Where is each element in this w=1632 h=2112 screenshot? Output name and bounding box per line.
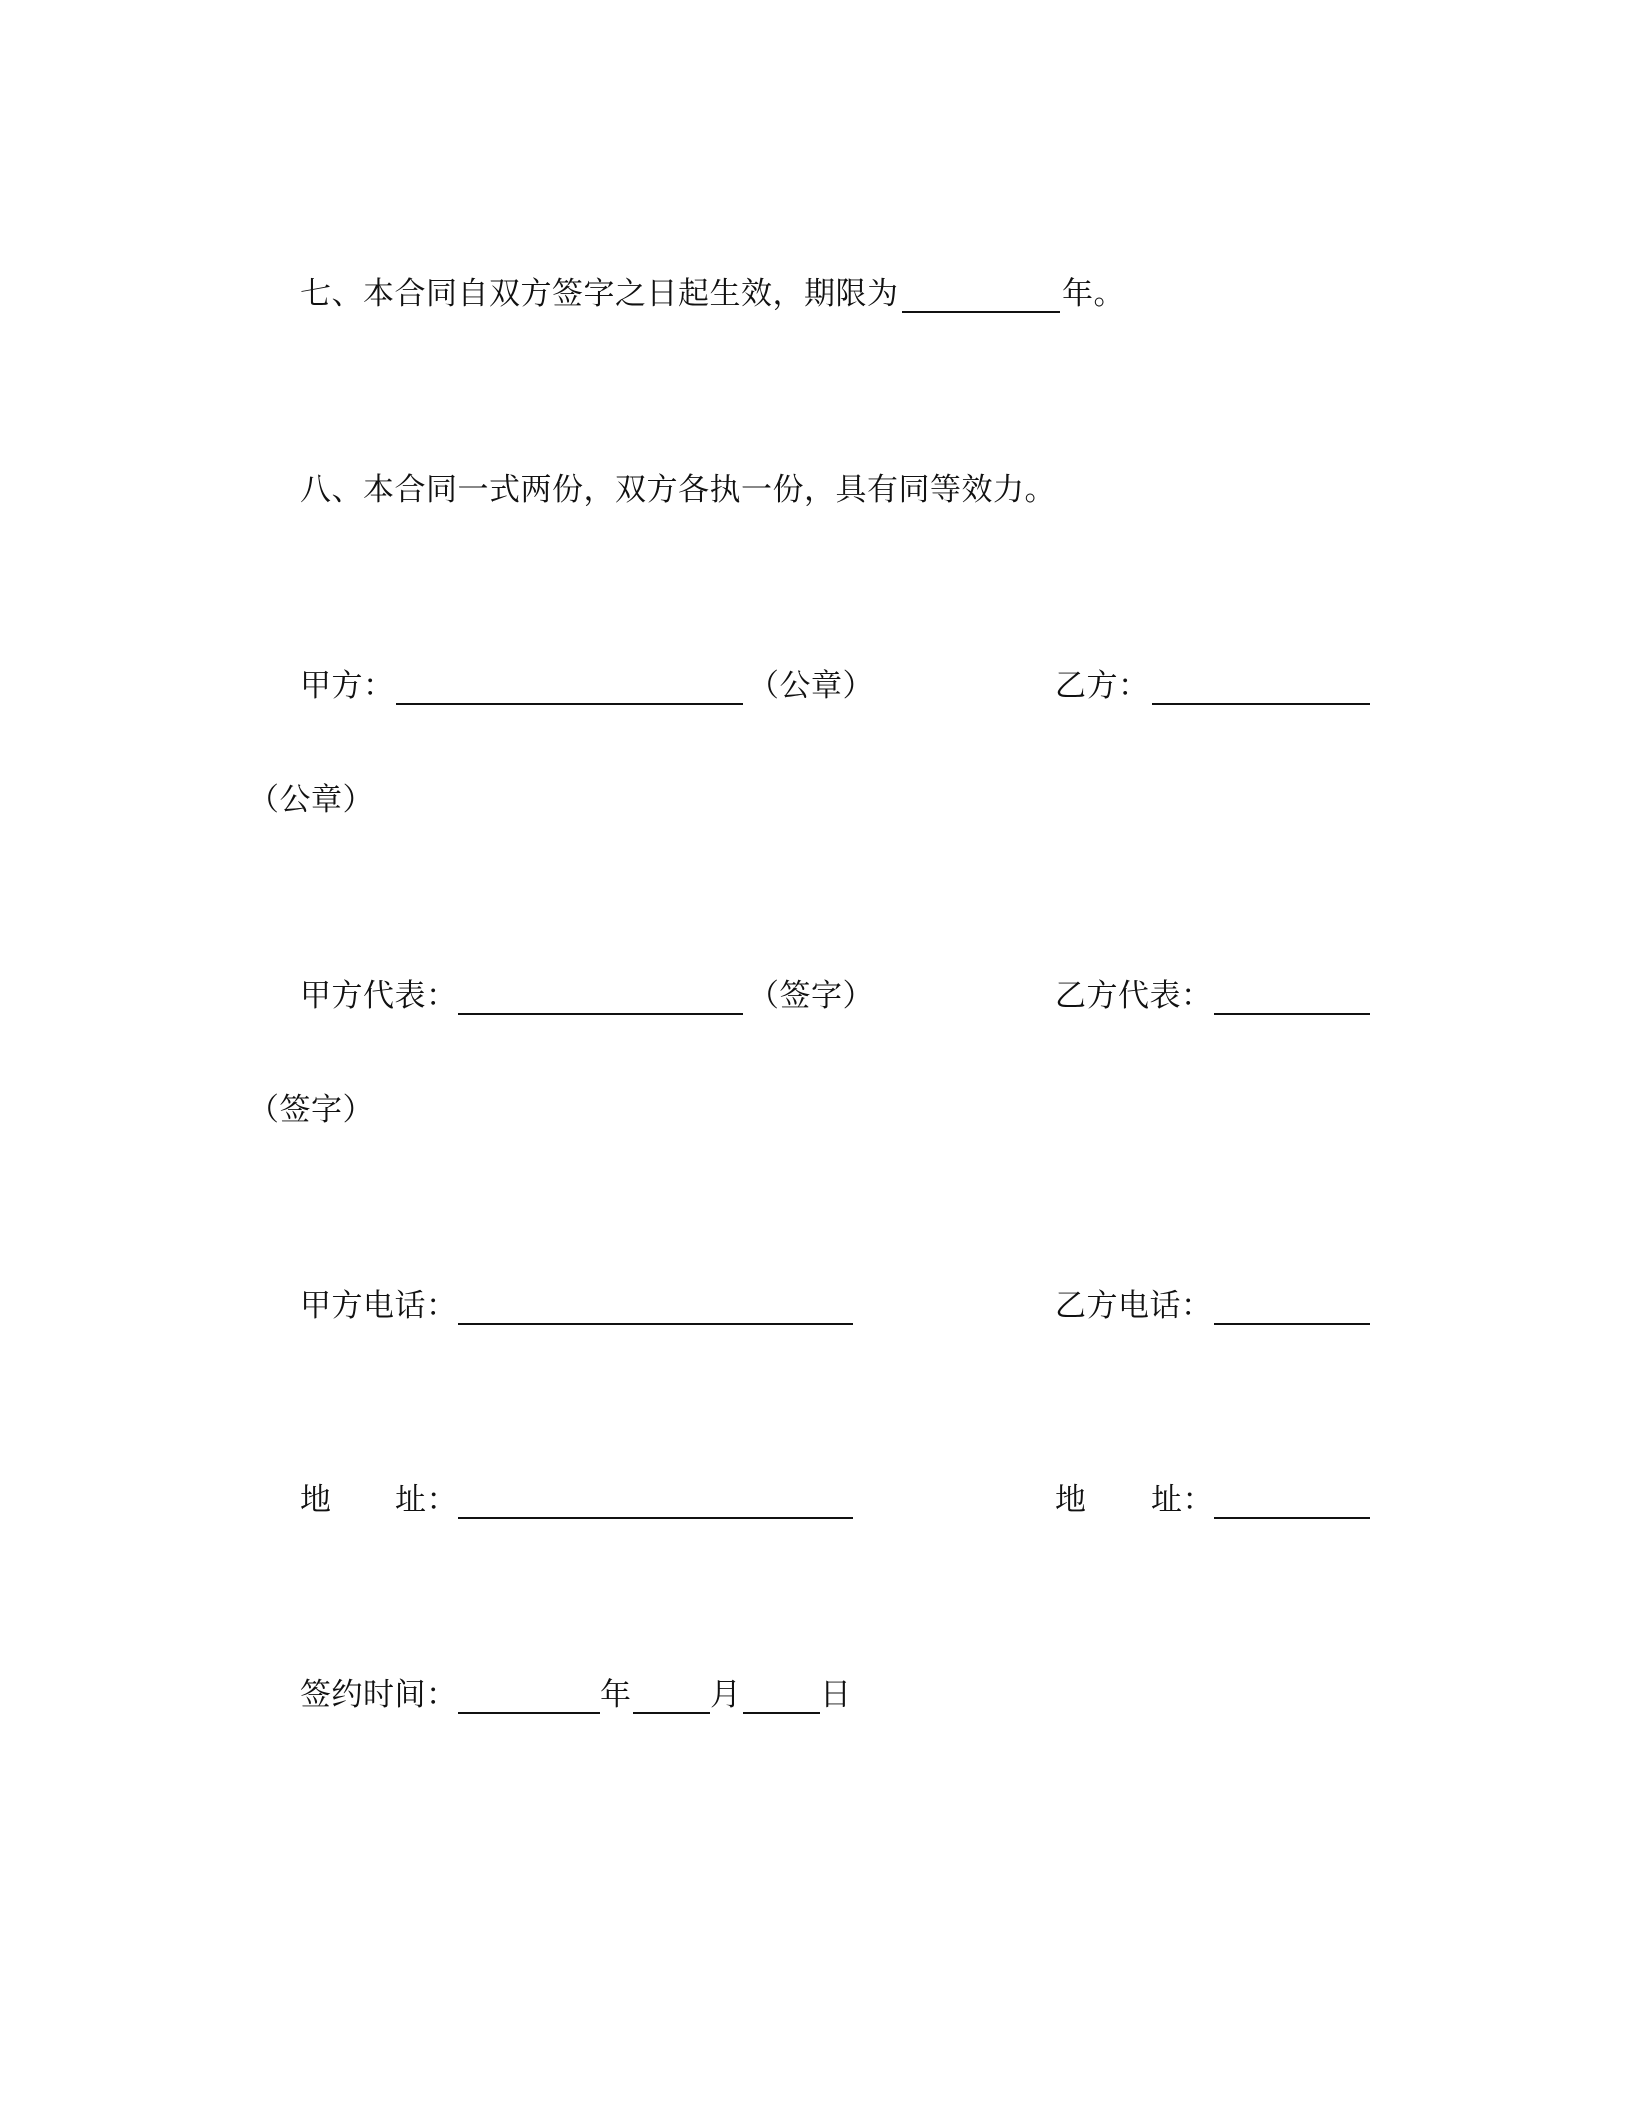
sign-month-blank[interactable]: [633, 1712, 710, 1714]
party-b-phone-blank[interactable]: [1214, 1323, 1370, 1325]
clause-seven-text: 七、本合同自双方签字之日起生效，期限为: [300, 276, 899, 312]
party-b-address-label-second: 址：: [1151, 1482, 1214, 1518]
party-b-address-label-first: 地: [1055, 1482, 1087, 1518]
party-a-address-label-first: 地: [300, 1482, 332, 1518]
party-a-label: 甲方：: [300, 668, 395, 704]
party-b-address-blank[interactable]: [1214, 1517, 1370, 1519]
sign-year-blank[interactable]: [458, 1712, 600, 1714]
sign-day-label: 日: [820, 1677, 852, 1713]
party-b-phone-label: 乙方电话：: [1055, 1288, 1213, 1324]
party-b-rep-sign-note: （签字）: [248, 1092, 374, 1128]
party-a-rep-label: 甲方代表：: [300, 978, 458, 1014]
term-years-blank[interactable]: [902, 311, 1060, 313]
sign-day-blank[interactable]: [743, 1712, 820, 1714]
party-b-rep-blank[interactable]: [1214, 1013, 1370, 1015]
party-b-rep-label: 乙方代表：: [1055, 978, 1213, 1014]
clause-seven-suffix: 年。: [1062, 276, 1125, 312]
party-b-seal-note: （公章）: [248, 782, 374, 818]
sign-date-label: 签约时间：: [300, 1677, 458, 1713]
party-a-phone-blank[interactable]: [458, 1323, 853, 1325]
party-b-name-blank[interactable]: [1152, 703, 1370, 705]
party-a-address-label-second: 址：: [395, 1482, 458, 1518]
party-a-seal-note: （公章）: [748, 668, 874, 704]
sign-year-label: 年: [600, 1677, 632, 1713]
party-a-rep-blank[interactable]: [458, 1013, 743, 1015]
party-b-label: 乙方：: [1055, 668, 1150, 704]
party-a-rep-sign-note: （签字）: [748, 978, 874, 1014]
party-a-address-blank[interactable]: [458, 1517, 853, 1519]
party-a-name-blank[interactable]: [396, 703, 743, 705]
party-a-phone-label: 甲方电话：: [300, 1288, 458, 1324]
sign-month-label: 月: [710, 1677, 742, 1713]
clause-eight-text: 八、本合同一式两份，双方各执一份，具有同等效力。: [300, 472, 1056, 508]
